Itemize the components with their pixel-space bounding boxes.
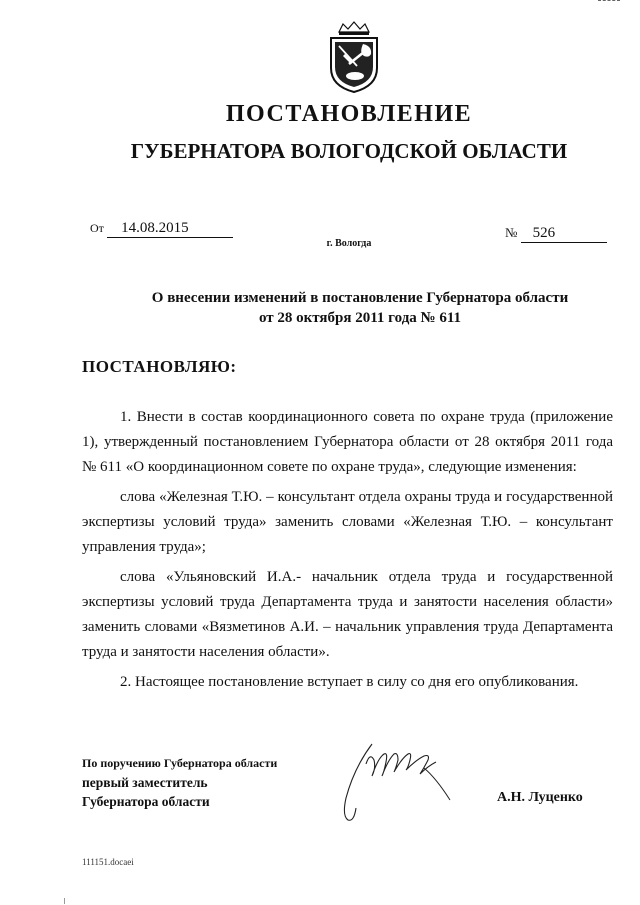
scan-corner-mark: [598, 0, 620, 2]
paragraph-3: слова «Ульяновский И.А.- начальник отдела труда и государственной экспертизы условий труда Департамента труда и занятости населения области» заменить словами «Вязметинов А.И. – начальник управления труда Департамента труда и занятости населения области».: [82, 569, 613, 660]
number-prefix: №: [505, 225, 518, 240]
signatory-line-2: первый заместитель: [82, 775, 208, 790]
signatory-name: А.Н. Луценко: [497, 790, 583, 805]
subject-line-2: от 28 октября 2011 года № 611: [258, 310, 462, 326]
issuer-title: ГУБЕРНАТОРА ВОЛОГОДСКОЙ ОБЛАСТИ: [130, 139, 568, 163]
signatory-line-1: По поручению Губернатора области: [82, 756, 278, 770]
document-subject: [80, 288, 640, 328]
number-value: 526: [521, 224, 607, 243]
file-reference: 111151.docaei: [82, 857, 134, 867]
handwritten-signature: [332, 738, 462, 828]
paragraph-4: 2. Настоящее постановление вступает в силу со дня его опубликования.: [120, 674, 579, 690]
decree-heading: ПОСТАНОВЛЯЮ:: [82, 357, 237, 376]
date-value: 14.08.2015: [107, 219, 233, 238]
city-label: г. Вологда: [326, 238, 372, 249]
paragraph-1: 1. Внести в состав координационного совета по охране труда (приложение 1), утвержденный постановлением Губернатора области от 28 октября 2011 года № 611 «О координационном совете по охране труда», следующие изменения:: [82, 409, 613, 475]
signatory-line-3: Губернатора области: [82, 794, 210, 809]
date-field: [90, 219, 233, 238]
date-prefix: От: [90, 221, 104, 235]
coat-of-arms-icon: [325, 20, 383, 94]
document-title: ПОСТАНОВЛЕНИЕ: [225, 101, 473, 127]
paragraph-2: слова «Железная Т.Ю. – консультант отдела охраны труда и государственной экспертизы условий труда» заменить словами «Железная Т.Ю. – консультант управления труда»;: [82, 489, 613, 555]
scan-bottom-mark: [64, 898, 65, 904]
signatory-title: [82, 754, 277, 811]
subject-line-1: О внесении изменений в постановление Губернатора области: [151, 290, 569, 306]
document-body: [82, 405, 613, 700]
